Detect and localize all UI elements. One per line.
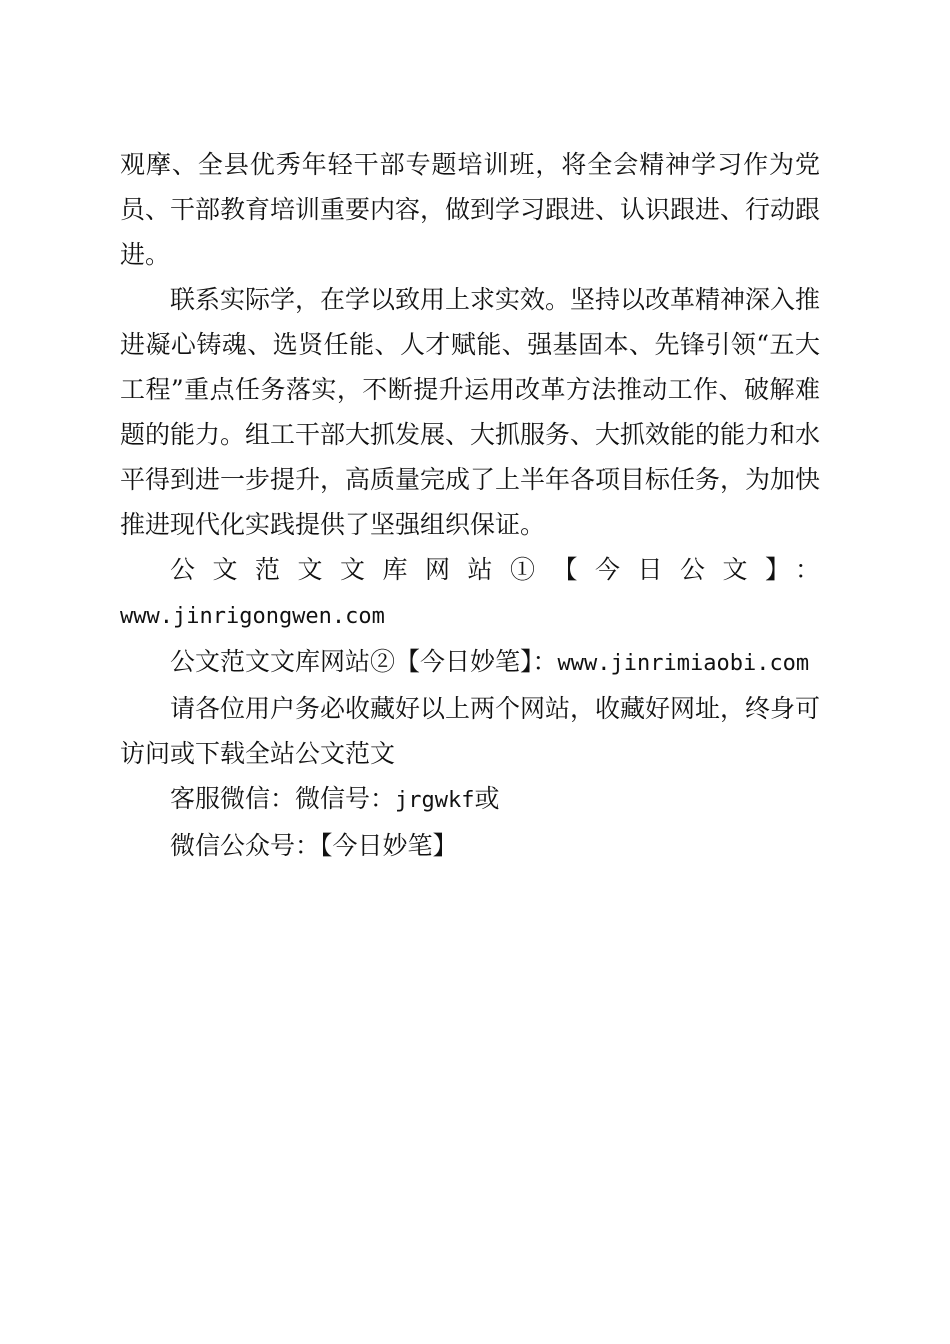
document-body (120, 142, 820, 868)
site2-line (120, 639, 820, 686)
service-label: 客服微信：微信号： (170, 784, 396, 813)
site2-label: 公文范文文库网站②【今日妙笔】： (170, 647, 558, 676)
site1-url-line (120, 592, 820, 639)
service-suffix: 或 (474, 784, 500, 813)
site2-url[interactable]: www.jinrimiaobi.com (557, 651, 810, 676)
notice-paragraph: 请各位用户务必收藏好以上两个网站，收藏好网址，终身可访问或下载全站公文范文 (120, 694, 821, 768)
site1-label: 公文范文文库网站①【今日公文】： (170, 555, 820, 584)
paragraph-continuation: 观摩、全县优秀年轻干部专题培训班，将全会精神学习作为党员、干部教育培训重要内容，做到学习跟进、认识跟进、行动跟进。 (120, 150, 821, 269)
service-id: jrgwkf (395, 788, 475, 813)
wechat-public-line: 微信公众号：【今日妙笔】 (170, 831, 458, 860)
site1-url[interactable]: www.jinrigongwen.com (120, 604, 385, 629)
service-line (120, 776, 820, 823)
paragraph-practice: 联系实际学，在学以致用上求实效。坚持以改革精神深入推进凝心铸魂、选贤任能、人才赋能、强基固本、先锋引领“五大工程”重点任务落实，不断提升运用改革方法推动工作、破解难题的能力。组工干部大抓发展、大抓服务、大抓效能的能力和水平得到进一步提升，高质量完成了上半年各项目标任务，为加快推进现代化实践提供了坚强组织保证。 (120, 285, 821, 539)
